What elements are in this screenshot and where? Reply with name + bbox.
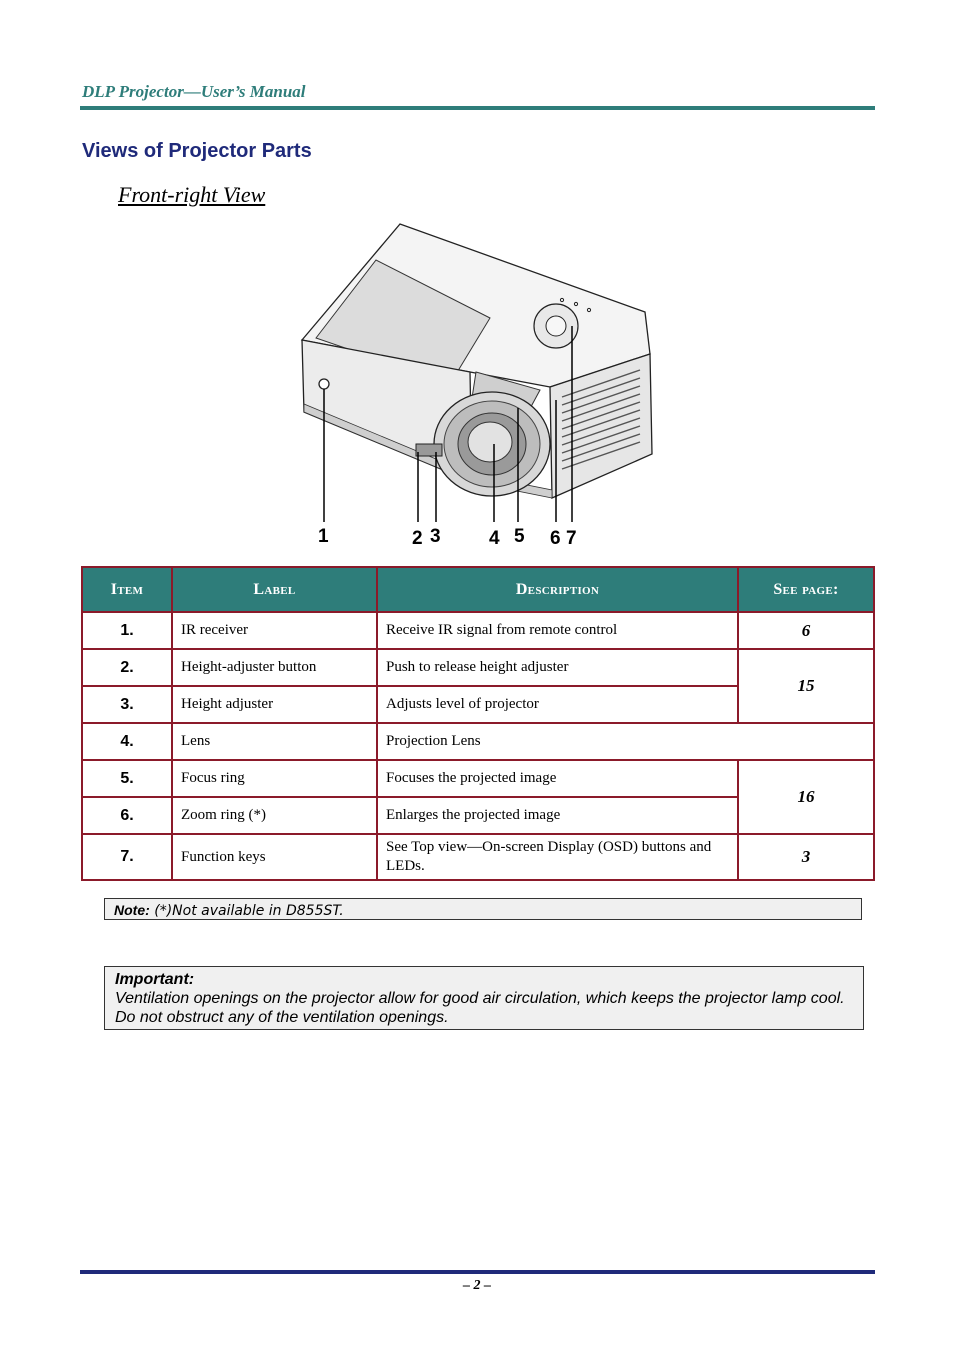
- item-description: Projection Lens: [377, 723, 874, 760]
- see-page: 6: [738, 612, 874, 649]
- item-number: 4.: [82, 723, 172, 760]
- see-page: 16: [738, 760, 874, 834]
- important-title: Important:: [115, 971, 195, 988]
- parts-table: [81, 566, 875, 881]
- important-box: [104, 966, 864, 1030]
- col-header-see-page: See page:: [738, 567, 874, 612]
- projector-figure: [290, 222, 670, 558]
- col-header-label: Label: [172, 567, 377, 612]
- page-number: – 2 –: [463, 1278, 491, 1293]
- item-number: 7.: [82, 834, 172, 880]
- callout-6: 6: [550, 528, 561, 549]
- important-text: Ventilation openings on the projector allow for good air circulation, which keeps the projector lamp cool. Do not obstruct any of the ventilation openings.: [115, 990, 845, 1026]
- item-label: IR receiver: [172, 612, 377, 649]
- item-description: Adjusts level of projector: [377, 686, 738, 723]
- footer-rule: [80, 1270, 875, 1274]
- item-label: Focus ring: [172, 760, 377, 797]
- table-header-row: [82, 567, 874, 612]
- table-row: [82, 723, 874, 760]
- note-text: (*)Not available in D855ST.: [149, 903, 344, 919]
- callout-4: 4: [489, 528, 500, 549]
- subsection-title: Front-right View: [118, 182, 266, 207]
- table-row: [82, 612, 874, 649]
- item-label: Zoom ring (*): [172, 797, 377, 834]
- header-rule: [80, 106, 875, 110]
- item-label: Lens: [172, 723, 377, 760]
- see-page: 3: [738, 834, 874, 880]
- col-header-item: Item: [82, 567, 172, 612]
- section-title: Views of Projector Parts: [82, 140, 312, 162]
- running-header: DLP Projector—User’s Manual: [82, 82, 306, 101]
- table-row: [82, 834, 874, 880]
- item-number: 3.: [82, 686, 172, 723]
- projector-illustration: [290, 222, 670, 558]
- callout-1: 1: [318, 526, 329, 547]
- note-box: [104, 898, 862, 920]
- item-description: Focuses the projected image: [377, 760, 738, 797]
- item-label: Height adjuster: [172, 686, 377, 723]
- item-description: See Top view—On-screen Display (OSD) buttons and LEDs.: [377, 834, 738, 880]
- item-number: 2.: [82, 649, 172, 686]
- callout-3: 3: [430, 526, 441, 547]
- callout-2: 2: [412, 528, 423, 549]
- item-label: Height-adjuster button: [172, 649, 377, 686]
- item-number: 1.: [82, 612, 172, 649]
- item-description: Receive IR signal from remote control: [377, 612, 738, 649]
- item-label: Function keys: [172, 834, 377, 880]
- see-page: 15: [738, 649, 874, 723]
- col-header-description: Description: [377, 567, 738, 612]
- table-row: [82, 649, 874, 686]
- item-number: 6.: [82, 797, 172, 834]
- callout-7: 7: [566, 528, 577, 549]
- note-label: Note:: [114, 902, 150, 918]
- callout-5: 5: [514, 526, 525, 547]
- item-number: 5.: [82, 760, 172, 797]
- item-description: Enlarges the projected image: [377, 797, 738, 834]
- table-row: [82, 760, 874, 797]
- item-description: Push to release height adjuster: [377, 649, 738, 686]
